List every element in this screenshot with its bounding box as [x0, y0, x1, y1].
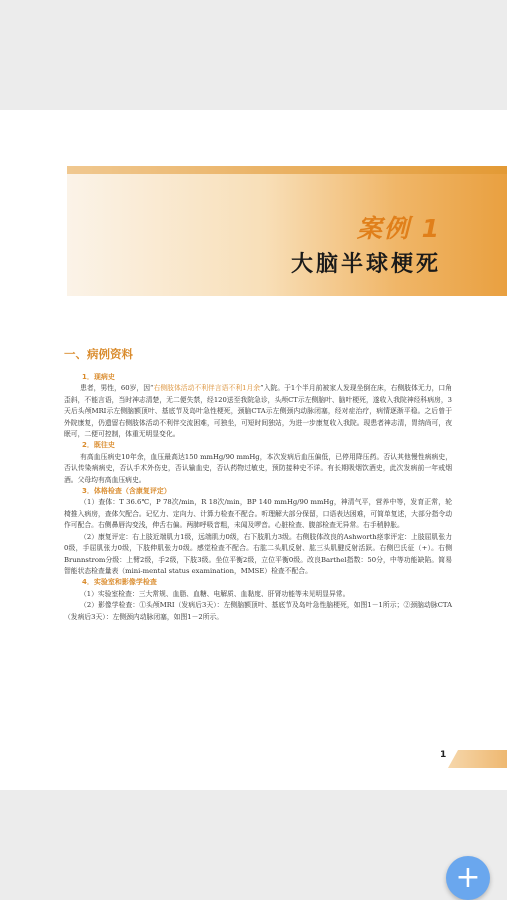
add-button[interactable]: [446, 856, 490, 900]
document-body: [64, 372, 452, 623]
case-title: 大脑半球梗死: [290, 252, 441, 277]
paragraph-lab: （1）实验室检查：三大常规、血脂、血糖、电解质、血黏度、肝肾功能等未见明显异常。: [80, 589, 350, 598]
subsection-heading: 3．体格检查（含康复评定）: [82, 487, 171, 496]
paragraph-imaging: （2）影像学检查：①头颅MRI（发病后3天）：左侧脑额顶叶、基底节及岛叶急性脑梗死，如图1－1所示；②颈脑动脉CTA（发病后3天）：左侧颈内动脉闭塞，如图1－2所示。: [64, 601, 452, 621]
paragraph-exam: （1）查体：T 36.6℃，P 78次/min，R 18次/min，BP 140 mmHg/90 mmHg，神清气平，营养中等，发育正常，轮椅推入病房，查体欠配合。记忆力、定向力、计算力检查不配合。听理解大部分保留，口语表达困难，可简单复述，大部分指令动作可配合。右侧鼻唇沟变浅，伸舌右偏。两肺呼吸音粗，未闻及啰音。心脏检查、腹部检查无异常。右手稍肿胀。: [64, 498, 452, 530]
page-number-tab: [448, 750, 507, 768]
paragraph-history: 患者，男性，60岁，因“右侧肢体活动不利伴言语不利1月余”入院。于1个半月前被家人发现坐倒在床，右侧肢体无力，口角歪斜，不能言语，当时神志清楚，无二便失禁，经120送至我院急诊，头颅CT示左侧脑叶、脑叶梗死，遂收入我院神经科病房，3天后头颅MRI示左侧脑额顶叶、基底节及岛叶急性梗死，颈脑CTA示左侧颈内动脉闭塞，经对症治疗，病情逐渐平稳。之后曾于外院康复，仍遗留右侧肢体活动不利伴交流困难，可独坐，可短时间独站，为进一步康复收入我院。现患者神志清，胃纳尚可，夜眠可，二便可控制，体重无明显变化。: [64, 384, 452, 439]
subsection-heading: 2．既往史: [82, 441, 115, 450]
banner-stripe: [67, 166, 507, 174]
highlighted-complaint: 右侧肢体活动不利伴言语不利1月余: [153, 384, 261, 393]
subsection-heading: 4．实验室和影像学检查: [82, 578, 157, 587]
section-title: 一、病例资料: [64, 347, 133, 361]
subsection-heading: 1．现病史: [82, 373, 115, 381]
chapter-banner: [67, 166, 507, 296]
case-label: 案例 1: [356, 214, 441, 243]
plus-icon: +: [455, 860, 481, 895]
paragraph-past-history: 有高血压病史10年余，血压最高达150 mmHg/90 mmHg，本次发病后血压偏低，已停用降压药。否认其他慢性病病史，否认传染病病史，否认手术外伤史，否认输血史，否认药物过敏史，预防接种史不详。有长期吸烟饮酒史，此次发病前一年戒烟酒。父母均有高血压病史。: [64, 452, 452, 484]
page-number: 1: [440, 750, 447, 760]
document-page: [0, 110, 507, 790]
paragraph-rehab-assessment: （2）康复评定：右上肢近端肌力1级，远端肌力0级，右下肢肌力3级。右侧肢体改良的Ashworth痉挛评定：上肢屈肌张力0级，手屈肌张力0级，下肢伸肌张力0级。感觉检查不配合。右肱二头肌反射、肱三头肌腱反射活跃。右侧巴氏征（+）。右侧Brunnstrom分级：上臂2级，手2级，下肢3级。坐位平衡2级，立位平衡0级。改良Barthel指数：50分，中等功能缺陷。简易智能状态检查量表（mini-mental status examination，MMSE）检查不配合。: [64, 532, 452, 575]
